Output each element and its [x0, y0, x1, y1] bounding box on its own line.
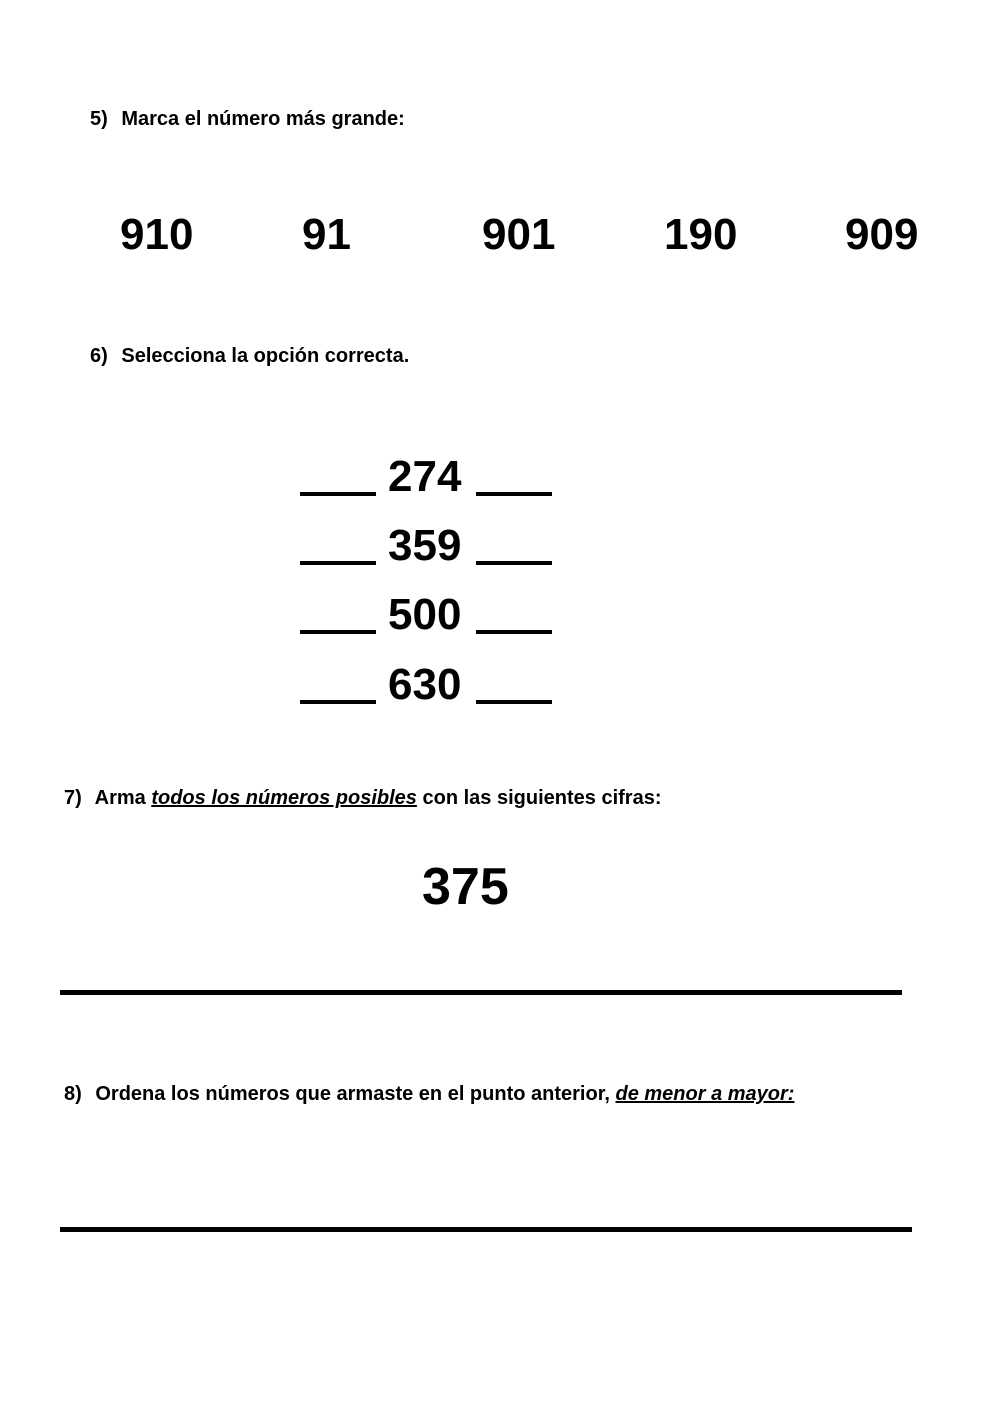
q6-row-3-right-blank[interactable]	[476, 630, 552, 634]
question-8-text-before: Ordena los números que armaste en el punto anterior,	[95, 1083, 610, 1105]
q5-option-5[interactable]: 909	[845, 210, 919, 259]
question-7-title	[64, 786, 661, 810]
q6-row-1	[300, 446, 560, 502]
question-6-title	[90, 344, 409, 368]
q6-row-1-value: 274	[388, 452, 462, 501]
q6-row-3	[300, 584, 560, 640]
q6-row-1-left-blank[interactable]	[300, 492, 376, 496]
q7-digits: 375	[422, 858, 509, 916]
question-6-number: 6)	[90, 345, 108, 367]
question-7-text-before: Arma	[94, 787, 146, 809]
question-6-text: Selecciona la opción correcta.	[121, 345, 410, 367]
question-7-text-after: con las siguientes cifras:	[422, 787, 662, 809]
question-5-number: 5)	[90, 108, 108, 130]
question-7-number: 7)	[64, 787, 82, 809]
q8-answer-line[interactable]	[60, 1227, 912, 1232]
q6-row-4-right-blank[interactable]	[476, 700, 552, 704]
q6-row-2	[300, 515, 560, 571]
q6-row-4-left-blank[interactable]	[300, 700, 376, 704]
q6-row-4	[300, 654, 560, 710]
q7-answer-line[interactable]	[60, 990, 902, 995]
q6-row-3-value: 500	[388, 590, 462, 639]
q6-row-1-right-blank[interactable]	[476, 492, 552, 496]
q6-row-2-right-blank[interactable]	[476, 561, 552, 565]
question-5-title	[90, 107, 405, 131]
q6-row-2-value: 359	[388, 521, 462, 570]
question-8-emphasis: de menor a mayor:	[615, 1083, 795, 1105]
question-8-number: 8)	[64, 1083, 82, 1105]
q5-option-4[interactable]: 190	[664, 210, 738, 259]
question-7-emphasis: todos los números posibles	[151, 787, 417, 809]
q6-row-3-left-blank[interactable]	[300, 630, 376, 634]
q6-row-4-value: 630	[388, 660, 462, 709]
q5-option-2[interactable]: 91	[302, 210, 351, 259]
question-8-title	[64, 1082, 794, 1106]
q5-option-1[interactable]: 910	[120, 210, 194, 259]
question-5-text: Marca el número más grande:	[121, 108, 405, 130]
q5-option-3[interactable]: 901	[482, 210, 556, 259]
q6-row-2-left-blank[interactable]	[300, 561, 376, 565]
